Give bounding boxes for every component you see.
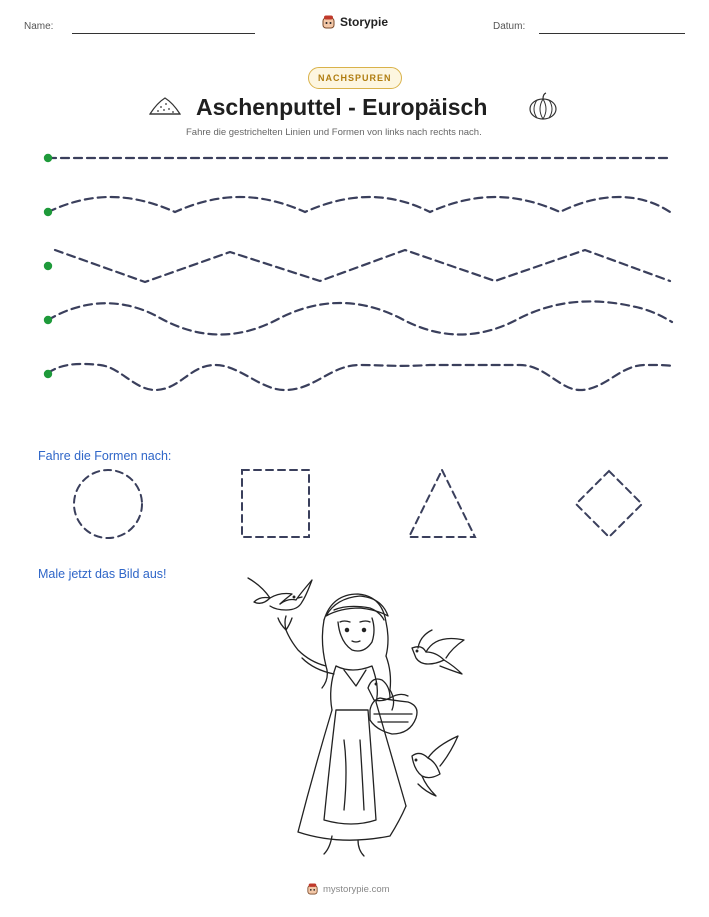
dove-illustration [412, 630, 464, 674]
shapes-heading: Fahre die Formen nach: [38, 449, 172, 463]
tracing-shapes-area [0, 460, 709, 550]
start-dot [44, 208, 52, 216]
footer-brand [307, 883, 390, 895]
tracing-shape-diamond[interactable] [576, 471, 642, 537]
footer-url: mystorypie.com [323, 883, 390, 895]
tracing-line-wave-1[interactable] [48, 197, 670, 212]
tracing-line-wave-2[interactable] [48, 301, 672, 334]
date-label: Datum: [493, 21, 526, 32]
start-dot [44, 370, 52, 378]
tracing-shape-square[interactable] [242, 470, 309, 537]
page-title: Aschenputtel - Europäisch [196, 94, 488, 120]
dove-illustration [248, 578, 312, 610]
tracing-shape-circle[interactable] [74, 470, 142, 538]
name-label: Name: [24, 21, 54, 32]
dove-illustration [412, 736, 458, 796]
tracing-shape-triangle[interactable] [409, 470, 475, 537]
start-dot [44, 262, 52, 270]
start-dot [44, 154, 52, 162]
storypie-mascot-icon [307, 883, 318, 895]
brand-name: Storypie [340, 15, 389, 29]
worksheet-type-badge: NACHSPUREN [308, 67, 402, 89]
tracing-line-wave-3[interactable] [48, 364, 672, 390]
start-dot [44, 316, 52, 324]
cinderella-coloring-picture[interactable] [240, 570, 470, 860]
tracing-line-zigzag[interactable] [55, 250, 670, 282]
instructions-text: Fahre die gestrichelten Linien und Formen von links nach rechts nach. [186, 127, 482, 138]
tracing-lines-area [0, 0, 709, 420]
coloring-heading: Male jetzt das Bild aus! [38, 567, 167, 581]
